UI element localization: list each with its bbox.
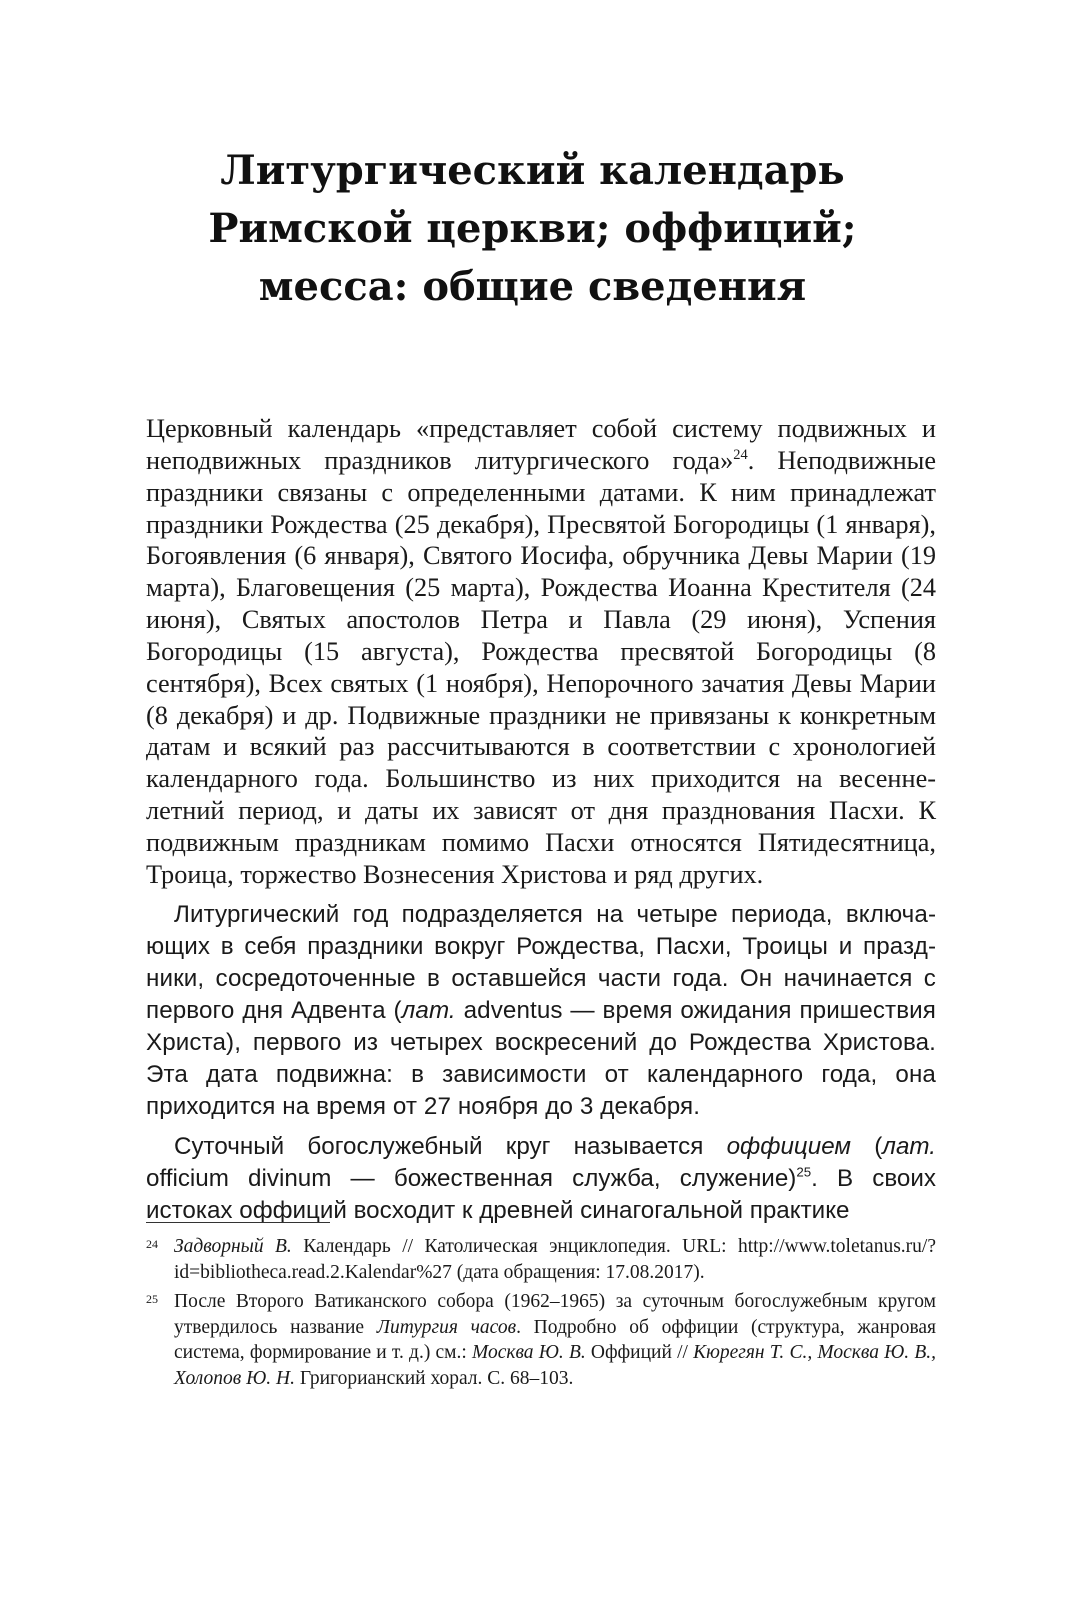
paragraph-text: adventus — время ожидания пришествия Христа), первого из четырех воскресений до Рождества Христова. Эта дата подвижна: в зависимости от календарного года, она приходится на время от 27 ноября до 3 декабря. — [146, 996, 936, 1120]
abbrev-latin: лат. — [882, 1132, 936, 1160]
footnote-ref: 25 — [796, 1164, 812, 1180]
footnote-italic: Литургия часов — [376, 1316, 517, 1338]
footnote-text: Оффиций // — [585, 1342, 694, 1363]
footnote-number: 25 — [146, 1292, 158, 1306]
footnote-ref: 24 — [733, 446, 748, 463]
paragraph-text: . Неподвижные праздники связаны с определенными датами. К ним принадлежат праздники Рождества (25 декабря), Пресвятой Богородицы (1 января), Богоявления (6 января), Святого Иосифа, обручника Девы Марии (19 марта), Благовещения (25 марта), Рождества Иоанна Крестителя (24 июня), Святых апостолов Петра и Павла (29 июня), Успения Богородицы (15 августа), Рождества пресвятой Богородицы (8 сентября), Всех святых (1 ноября), Непорочного зачатия Девы Марии (8 декабря) и др. Подвижные праздники не привязаны к конкретным датам и всякий раз рассчитываются в соответствии с хронологией календарного года. Большинство из них приходится на весенне-летний период, и даты их зависят от дня празднования Пасхи. К подвижным праздникам помимо Пасхи относятся Пятидесятница, Троица, торжество Вознесения Христова и ряд других. — [146, 445, 936, 889]
chapter-title-line: Римской церкви; оффиций; — [208, 205, 857, 252]
paragraph — [146, 413, 936, 891]
footnote-24 — [146, 1234, 936, 1285]
paragraph-text: Церковный календарь «представляет собой систему подвижных и неподвижных праздников литургического года» — [146, 414, 936, 475]
term-italic: оффицием — [726, 1132, 851, 1160]
chapter-title — [0, 142, 1065, 316]
abbrev-latin: лат. — [401, 996, 456, 1024]
footnotes — [146, 1234, 936, 1395]
main-text — [146, 413, 936, 1227]
paragraph — [146, 1131, 936, 1227]
footnote-author: Задворный В. — [174, 1236, 292, 1257]
paragraph — [146, 899, 936, 1123]
footnote-25 — [146, 1289, 936, 1391]
footnote-text: Григорианский хорал. С. 68–103. — [294, 1367, 574, 1389]
paragraph-text: ( — [850, 1132, 883, 1160]
paragraph-text: . В своих истоках оффиций восходит к древней синагогальной практике — [146, 1164, 936, 1224]
chapter-title-line: Литургический календарь — [220, 147, 845, 194]
footnote-number: 24 — [146, 1237, 158, 1251]
footnote-text: . Подробно об оффиции (структура, жанровая система, формирование и т. д.) см.: — [174, 1316, 937, 1363]
chapter-title-line: месса: общие сведения — [258, 263, 807, 310]
footnote-divider — [146, 1222, 330, 1223]
paragraph-text: Литургический год подразделяется на четыре периода, включающих в себя праздники вокруг Рождества, Пасхи, Троицы и праздники, сосредоточенные в оставшейся части года. Он начинается с первого дня Адвента ( — [146, 900, 936, 1024]
paragraph-text: officium divinum — божественная служба, служение) — [146, 1164, 797, 1192]
footnote-italic: Кюрегян Т. С., Москва Ю. В., Холопов Ю. Н. — [174, 1342, 936, 1389]
footnote-text: После Второго Ватиканского собора (1962–1965) за суточным богослужебным кругом утвердилось название — [174, 1291, 936, 1338]
paragraph-text: Суточный богослужебный круг называется — [174, 1132, 727, 1160]
footnote-text: Календарь // Католическая энциклопедия. URL: http://www.toletanus.ru/?id=bibliotheca.read.2.Kalendar%27 (дата обращения: 17.08.2017). — [174, 1236, 936, 1283]
footnote-italic: Москва Ю. В. — [471, 1342, 586, 1363]
